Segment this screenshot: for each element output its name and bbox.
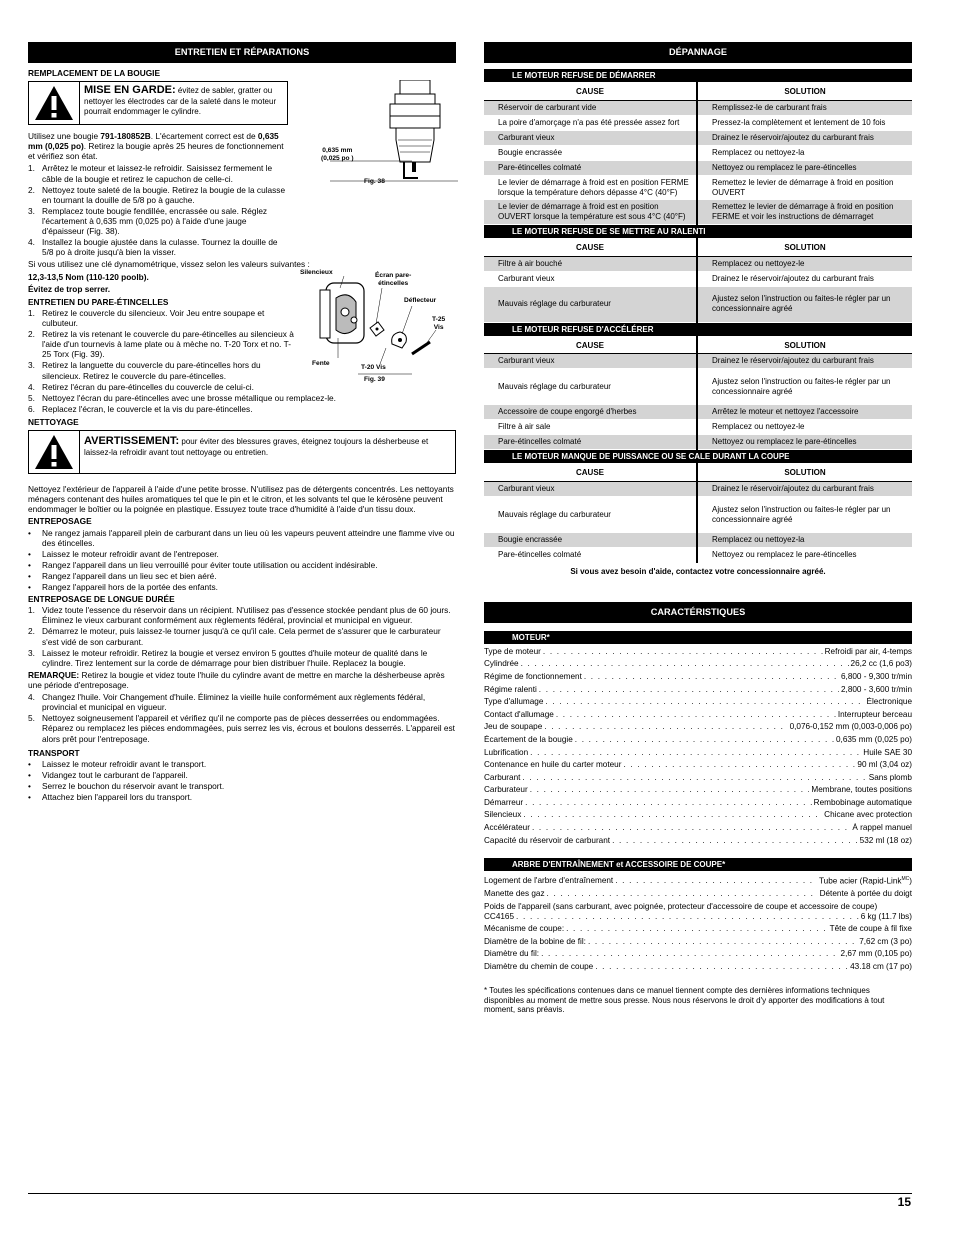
spec-value: Huile SAE 30 <box>863 747 912 757</box>
bullet-icon: • <box>28 570 31 581</box>
spec-row <box>484 685 912 695</box>
solution-cell: Remplacez ou nettoyez-le <box>697 420 912 435</box>
label-ecran: Écran pare- étincelles <box>375 272 412 288</box>
cause-cell: Pare-étincelles colmaté <box>484 548 697 563</box>
transport-list <box>28 759 456 802</box>
cause-cell: Bougie encrassée <box>484 145 697 160</box>
spec-label: Capacité du réservoir de carburant <box>484 835 611 845</box>
step-item <box>28 308 296 328</box>
solution-cell: Pressez-la complètement et lentement de 10 fois <box>697 115 912 130</box>
fig-39-caption: Fig. 39 <box>364 376 385 383</box>
bullet-item <box>28 781 456 791</box>
solution-cell: Ajustez selon l'instruction ou faites-le régler par un concessionnaire agréé <box>697 369 912 405</box>
spec-row <box>484 773 912 783</box>
footer-rule <box>28 1193 912 1194</box>
table-row <box>484 145 912 160</box>
bullet-item <box>28 792 456 802</box>
solution-cell: Remplacez ou nettoyez-la <box>697 533 912 548</box>
column-header-solution: SOLUTION <box>697 463 912 481</box>
transport-heading: TRANSPORT <box>28 747 80 758</box>
table-row <box>484 130 912 145</box>
torque-value: 12,3-13,5 Nom (110-120 poolb). <box>28 271 149 282</box>
step-item <box>28 185 290 205</box>
spec-label: Jeu de soupape <box>484 722 543 732</box>
column-header-cause: CAUSE <box>484 463 697 481</box>
step-text: Laissez le moteur refroidir. Retirez la bougie et versez environ 5 gouttes d'huile moteur de qualité dans le cylindre. Tirez lentement sur la corde de démarrage pour bien distribuer l'huile. Replacez la bougie. <box>42 647 428 668</box>
long-storage-heading: ENTREPOSAGE DE LONGUE DURÉE <box>28 594 175 605</box>
spec-label: Diamètre du chemin de coupe <box>484 961 594 971</box>
table-row <box>484 160 912 175</box>
bullet-icon: • <box>28 527 31 538</box>
spec-value: Membrane, toutes positions <box>811 785 912 795</box>
label-fente: Fente <box>312 360 330 367</box>
spec-value: 2,800 - 3,600 tr/min <box>841 684 912 694</box>
troubleshooting-title: DÉPANNAGE <box>484 42 912 63</box>
warning-label: AVERTISSEMENT: <box>84 435 180 448</box>
bullet-item <box>28 549 456 559</box>
weight-line: Poids de l'appareil (sans carburant, avec poignée, protecteur d'accessoire de coupe et accessoire de coupe) <box>484 901 878 911</box>
step-item <box>28 648 456 668</box>
step-number: 5. <box>28 713 35 724</box>
long-storage-steps <box>28 605 456 668</box>
spec-value: 2,67 mm (0,105 po) <box>840 949 912 959</box>
trouble-table <box>484 82 912 225</box>
troubleshooting-column <box>484 42 912 1015</box>
trouble-table <box>484 463 912 563</box>
page-number: 15 <box>897 1195 911 1209</box>
storage-heading: ENTREPOSAGE <box>28 516 92 527</box>
spec-row <box>484 962 912 972</box>
step-item <box>28 692 456 712</box>
cause-cell: Accessoire de coupe engorgé d'herbes <box>484 405 697 420</box>
solution-cell: Drainez le réservoir/ajoutez du carburant frais <box>697 482 912 497</box>
step-item <box>28 605 456 625</box>
trouble-section-title: LE MOTEUR REFUSE D'ACCÉLÉRER <box>484 323 912 336</box>
spec-label: Régime de fonctionnement <box>484 671 582 681</box>
solution-cell: Nettoyez ou remplacez le pare-étincelles <box>697 435 912 450</box>
spark-plug-illustration <box>330 80 458 190</box>
bullet-text: Vidangez tout le carburant de l'appareil. <box>42 769 188 780</box>
spec-value: Sans plomb <box>868 772 912 782</box>
cause-cell: Carburant vieux <box>484 271 697 286</box>
step-text: Retirez la vis retenant le couvercle du pare-étincelles au silencieux à l'aide d'un tournevis à lame plate ou à mèche no. T-20 Torx et no. T-25 Torx (Fig. 39). <box>42 329 294 360</box>
troubleshooting-tables <box>484 69 912 563</box>
bullet-icon: • <box>28 582 31 593</box>
spec-row <box>484 697 912 707</box>
step-text: Changez l'huile. Voir Changement d'huile. Éliminez la vieille huile conformément aux règlements fédéral, provincial et municipal en vigueur. <box>42 692 426 713</box>
engine-specs-list <box>484 647 912 846</box>
trouble-table <box>484 336 912 451</box>
column-header-solution: SOLUTION <box>697 336 912 354</box>
step-text: Retirez la languette du couvercle du pare-étincelles hors du silencieux. Retirez le couvercle du pare-étincelles. <box>42 360 261 381</box>
long-storage-steps-2 <box>28 692 456 744</box>
step-item <box>28 206 290 236</box>
spec-value: Tête de coupe à fil fixe <box>829 924 912 934</box>
spec-row <box>484 924 912 934</box>
label-t25: T-25 Vis <box>432 316 446 332</box>
step-number: 4. <box>28 692 35 703</box>
spec-value: 7,62 cm (3 po) <box>859 936 912 946</box>
solution-cell: Nettoyez ou remplacez le pare-étincelles <box>697 548 912 563</box>
cause-cell: La poire d'amorçage n'a pas été pressée assez fort <box>484 115 697 130</box>
table-row <box>484 100 912 115</box>
table-row <box>484 175 912 200</box>
step-number: 3. <box>28 360 35 371</box>
step-text: Videz toute l'essence du réservoir dans un récipient. N'utilisez pas d'essence stockée pendant plus de 60 jours. Éliminez le vieux carburant conformément aux règlements fédéral, provincial et municipal en vigueur. <box>42 605 451 626</box>
cause-cell: Carburant vieux <box>484 482 697 497</box>
solution-cell: Drainez le réservoir/ajoutez du carburant frais <box>697 354 912 369</box>
step-number: 2. <box>28 184 35 195</box>
spec-label: Mécanisme de coupe: <box>484 924 565 934</box>
cause-cell: Pare-étincelles colmaté <box>484 160 697 175</box>
shaft-subtitle: ARBRE D'ENTRAÎNEMENT et ACCESSOIRE DE COUPE* <box>484 858 912 871</box>
table-row <box>484 115 912 130</box>
warning-box <box>28 430 456 474</box>
spec-label: Démarreur <box>484 797 524 807</box>
spec-row <box>484 659 912 669</box>
bullet-text: Serrez le bouchon du réservoir avant le transport. <box>42 781 225 792</box>
cause-cell: Mauvais réglage du carburateur <box>484 369 697 405</box>
spec-label: Écartement de la bougie <box>484 734 573 744</box>
step-item <box>28 329 296 359</box>
step-number: 2. <box>28 626 35 637</box>
caution-label: MISE EN GARDE: <box>84 84 176 97</box>
spec-label: Type de moteur <box>484 646 541 656</box>
cause-cell: Le levier de démarrage à froid est en position FERME lorsque la température dehors dépasse 4°C (40°F) <box>484 175 697 200</box>
table-row <box>484 369 912 405</box>
spec-row <box>484 798 912 808</box>
bullet-text: Rangez l'appareil dans un lieu verrouillé pour éviter toute utilisation ou accident indésirable. <box>42 559 378 570</box>
table-row <box>484 420 912 435</box>
step-item <box>28 360 296 380</box>
spec-value: À rappel manuel <box>852 823 912 833</box>
bullet-item <box>28 528 456 548</box>
column-header-cause: CAUSE <box>484 238 697 256</box>
bullet-text: Laissez le moteur refroidir avant le transport. <box>42 758 207 769</box>
cause-cell: Carburant vieux <box>484 354 697 369</box>
bullet-icon: • <box>28 792 31 803</box>
bullet-item <box>28 582 456 592</box>
footnote: * Toutes les spécifications contenues dans ce manuel tiennent compte des dernières informations techniques disponibles au moment de mettre sous presse. Nous nous réservons le droit d'y apporter des modifications à tout moment, sans préavis. <box>484 985 885 1015</box>
spec-row: CC4165 . . . 6 kg (11.7 lbs) <box>484 912 912 922</box>
spec-value: 532 ml (18 oz) <box>859 835 912 845</box>
step-text: Nettoyez toute saleté de la bougie. Retirez la bougie de la culasse en tournant la douille de 5/8 po à gauche. <box>42 184 286 205</box>
step-text: Nettoyez soigneusement l'appareil et vérifiez qu'il ne comporte pas de pièces desserrées ou endommagées. Réparez ou remplacez les pièces endommagées, puis serrez les vis, écrous et boulons desserrés. L'appareil est alors prêt pour l'entreposage. <box>42 713 455 744</box>
step-text: Démarrez le moteur, puis laissez-le tourner jusqu'à ce qu'il cale. Cela permet de s'assurer que le carburateur s'est vidé de son carburant. <box>42 626 441 647</box>
cause-cell: Le levier de démarrage à froid est en position OUVERT lorsque la température est sous 4°C (40°F) <box>484 200 697 225</box>
column-header-cause: CAUSE <box>484 82 697 100</box>
label-t20: T-20 Vis <box>361 364 386 371</box>
solution-cell: Arrêtez le moteur et nettoyez l'accessoire <box>697 405 912 420</box>
label-silencieux: Silencieux <box>300 269 333 276</box>
bullet-icon: • <box>28 559 31 570</box>
spec-label: Contenance en huile du carter moteur <box>484 760 622 770</box>
bullet-icon: • <box>28 781 31 792</box>
spec-value: 6,800 - 9,300 tr/min <box>841 671 912 681</box>
spec-value: Chicane avec protection <box>824 810 912 820</box>
spec-label: Carburateur <box>484 785 528 795</box>
maintenance-title: ENTRETIEN ET RÉPARATIONS <box>28 42 456 63</box>
spec-row <box>484 647 912 657</box>
spec-row <box>484 949 912 959</box>
column-header-solution: SOLUTION <box>697 82 912 100</box>
spec-value: 43.18 cm (17 po) <box>850 961 912 971</box>
step-number: 3. <box>28 647 35 658</box>
spec-value: Interrupteur berceau <box>837 709 912 719</box>
table-row <box>484 200 912 225</box>
spec-row <box>484 735 912 745</box>
table-row <box>484 286 912 322</box>
table-row <box>484 482 912 497</box>
spec-value: Rembobinage automatique <box>813 797 912 807</box>
step-item <box>28 393 456 403</box>
trouble-table <box>484 238 912 323</box>
spec-label: Type d'allumage <box>484 697 544 707</box>
table-row <box>484 497 912 533</box>
cause-cell: Réservoir de carburant vide <box>484 100 697 115</box>
step-item <box>28 237 290 257</box>
cleaning-heading: NETTOYAGE <box>28 416 79 427</box>
step-number: 5. <box>28 392 35 403</box>
step-number: 1. <box>28 163 35 174</box>
cause-cell: Pare-étincelles colmaté <box>484 435 697 450</box>
step-number: 1. <box>28 307 35 318</box>
step-number: 3. <box>28 205 35 216</box>
arrestor-heading: ENTRETIEN DU PARE-ÉTINCELLES <box>28 296 169 307</box>
spark-intro: Utilisez une bougie 791-180852B. L'écartement correct est de 0,635 mm (0,025 po). Retirez la bougie après 25 heures de fonctionnement et vérifiez son état. <box>28 131 284 162</box>
step-number: 2. <box>28 329 35 340</box>
bullet-text: Attachez bien l'appareil lors du transport. <box>42 792 193 803</box>
spec-row <box>484 748 912 758</box>
spec-label: Contact d'allumage <box>484 709 554 719</box>
torque-intro: Si vous utilisez une clé dynamométrique, vissez selon les valeurs suivantes : <box>28 259 310 270</box>
spec-value: Électronique <box>866 697 912 707</box>
spec-value: 90 ml (3,04 oz) <box>857 760 912 770</box>
spec-label: Diamètre de la bobine de fil: <box>484 936 586 946</box>
solution-cell: Drainez le réservoir/ajoutez du carburant frais <box>697 130 912 145</box>
spec-value: 0,635 mm (0,025 po) <box>835 734 912 744</box>
column-header-cause: CAUSE <box>484 336 697 354</box>
step-number: 4. <box>28 381 35 392</box>
remark: REMARQUE: Retirez la bougie et videz toute l'huile du cylindre avant de mettre en marche la désherbeuse après une période d'entreposage. <box>28 669 445 691</box>
solution-cell: Nettoyez ou remplacez le pare-étincelles <box>697 160 912 175</box>
help-note: Si vous avez besoin d'aide, contactez votre concessionnaire agréé. <box>570 567 826 576</box>
cause-cell: Bougie encrassée <box>484 533 697 548</box>
cause-cell: Carburant vieux <box>484 130 697 145</box>
step-text: Nettoyez l'écran du pare-étincelles avec une brosse métallique ou remplacez-le. <box>42 392 336 403</box>
table-row <box>484 354 912 369</box>
solution-cell: Remplissez-le de carburant frais <box>697 100 912 115</box>
spec-row <box>484 810 912 820</box>
bullet-item <box>28 770 456 780</box>
spec-value: Refroidi par air, 4-temps <box>824 646 912 656</box>
cause-cell: Filtre à air sale <box>484 420 697 435</box>
step-text: Arrêtez le moteur et laissez-le refroidir. Saisissez fermement le câble de la bougie et retirez le capuchon de celle-ci. <box>42 163 273 184</box>
step-number: 4. <box>28 237 35 248</box>
step-text: Retirez le couvercle du silencieux. Voir Jeu entre soupape et culbuteur. <box>42 307 265 328</box>
step-number: 6. <box>28 403 35 414</box>
solution-cell: Ajustez selon l'instruction ou faites-le régler par un concessionnaire agréé <box>697 497 912 533</box>
label-deflecteur: Déflecteur <box>404 297 437 304</box>
column-header-solution: SOLUTION <box>697 238 912 256</box>
step-number: 1. <box>28 605 35 616</box>
solution-cell: Drainez le réservoir/ajoutez du carburant frais <box>697 271 912 286</box>
spec-label: Carburant <box>484 772 521 782</box>
bullet-icon: • <box>28 758 31 769</box>
fig-38-caption: Fig. 38 <box>364 178 385 185</box>
step-item <box>28 382 456 392</box>
trouble-section-title: LE MOTEUR REFUSE DE SE METTRE AU RALENTI <box>484 225 912 238</box>
spark-plug-heading: REMPLACEMENT DE LA BOUGIE <box>28 68 160 78</box>
solution-cell: Remplacez ou nettoyez-le <box>697 256 912 271</box>
caution-text: évitez de sabler, gratter ou nettoyer les électrodes car de la saleté dans le moteur pourrait endommager le cylindre. <box>84 86 277 116</box>
gap-label: 0,635 mm (0,025 po ) <box>321 147 354 163</box>
step-text: Installez la bougie ajustée dans la culasse. Tournez la douille de 5/8 po à droite jusqu'à bien la visser. <box>42 237 278 258</box>
table-row <box>484 533 912 548</box>
bullet-text: Rangez l'appareil dans un lieu sec et bien aéré. <box>42 570 217 581</box>
solution-cell: Remplacez ou nettoyez-la <box>697 145 912 160</box>
spec-value: 26,2 cc (1,6 po3) <box>850 659 912 669</box>
solution-cell: Remettez le levier de démarrage à froid en position OUVERT <box>697 175 912 200</box>
spec-row <box>484 836 912 846</box>
step-item <box>28 626 456 646</box>
spec-row <box>484 672 912 682</box>
cause-cell: Mauvais réglage du carburateur <box>484 497 697 533</box>
bullet-icon: • <box>28 769 31 780</box>
shaft-specs <box>484 876 912 972</box>
shaft-specs-list <box>484 924 912 972</box>
spec-label: Lubrification <box>484 747 529 757</box>
spec-label: Accélérateur <box>484 823 530 833</box>
spec-value: 0,076-0,152 mm (0,003-0,006 po) <box>789 722 912 732</box>
bullet-text: Ne rangez jamais l'appareil plein de carburant dans un lieu où les vapeurs peuvent atteindre une flamme vive ou des étincelles. <box>42 527 455 548</box>
bullet-item <box>28 560 456 570</box>
warning-text: pour éviter des blessures graves, éteignez toujours la désherbeuse et laissez-la refroidir avant tout nettoyage ou entretien. <box>84 437 429 458</box>
spec-label: Silencieux <box>484 810 522 820</box>
table-row <box>484 548 912 563</box>
step-text: Retirez l'écran du pare-étincelles du couvercle de celui-ci. <box>42 381 254 392</box>
torque-warning: Évitez de trop serrer. <box>28 283 111 294</box>
solution-cell: Ajustez selon l'instruction ou faites-le régler par un concessionnaire agréé <box>697 286 912 322</box>
bullet-text: Rangez l'appareil hors de la portée des enfants. <box>42 582 218 593</box>
storage-list <box>28 528 456 593</box>
spec-row <box>484 785 912 795</box>
spec-row <box>484 760 912 770</box>
bullet-item <box>28 571 456 581</box>
specs-title: CARACTÉRISTIQUES <box>484 602 912 623</box>
spec-label: Cylindrée <box>484 659 519 669</box>
cause-cell: Mauvais réglage du carburateur <box>484 286 697 322</box>
spec-row <box>484 937 912 947</box>
warning-triangle-icon <box>29 82 80 124</box>
spec-row <box>484 722 912 732</box>
bullet-item <box>28 759 456 769</box>
table-row <box>484 435 912 450</box>
table-row <box>484 405 912 420</box>
spec-row: Manette des gaz . . . Détente à portée du doigt <box>484 889 912 899</box>
solution-cell: Remettez le levier de démarrage à froid en position FERME et voir les instructions de démarraget <box>697 200 912 225</box>
cleaning-text: Nettoyez l'extérieur de l'appareil à l'aide d'une petite brosse. N'utilisez pas de détergents concentrés. Les nettoyants ménagers contenant des huiles aromatiques tel que le pin et le citron, et les solvants tel que le kérosène peuvent endommager le boîtier ou la poignée en plastique. Essuyez toute trace d'humidité à l'aide d'un tissu doux. <box>28 484 454 515</box>
bullet-text: Laissez le moteur refroidir avant de l'entreposer. <box>42 548 219 559</box>
step-text: Replacez l'écran, le couvercle et la vis du pare-étincelles. <box>42 403 253 414</box>
table-row <box>484 256 912 271</box>
warning-triangle-icon <box>29 431 80 473</box>
spec-label: Régime ralenti <box>484 684 537 694</box>
step-item <box>28 163 290 183</box>
spec-row <box>484 823 912 833</box>
cause-cell: Filtre à air bouché <box>484 256 697 271</box>
table-row <box>484 271 912 286</box>
step-text: Remplacez toute bougie fendillée, encrassée ou sale. Réglez l'écartement à 0,635 mm (0,025 po) à l'aide d'une jauge d'épaisseur (Fig. 38). <box>42 205 268 237</box>
engine-subtitle: MOTEUR* <box>484 631 912 644</box>
step-item <box>28 404 456 414</box>
step-item <box>28 713 456 743</box>
caution-box <box>28 81 288 125</box>
spec-row <box>484 710 912 720</box>
trouble-section-title: LE MOTEUR MANQUE DE PUISSANCE OU SE CALE DURANT LA COUPE <box>484 450 912 463</box>
spec-row: Logement de l'arbre d'entraînement . . . Tube acier (Rapid-Link$^{MC}$) <box>484 876 912 887</box>
spec-label: Diamètre du fil: <box>484 949 540 959</box>
trouble-section-title: LE MOTEUR REFUSE DE DÉMARRER <box>484 69 912 82</box>
bullet-icon: • <box>28 548 31 559</box>
